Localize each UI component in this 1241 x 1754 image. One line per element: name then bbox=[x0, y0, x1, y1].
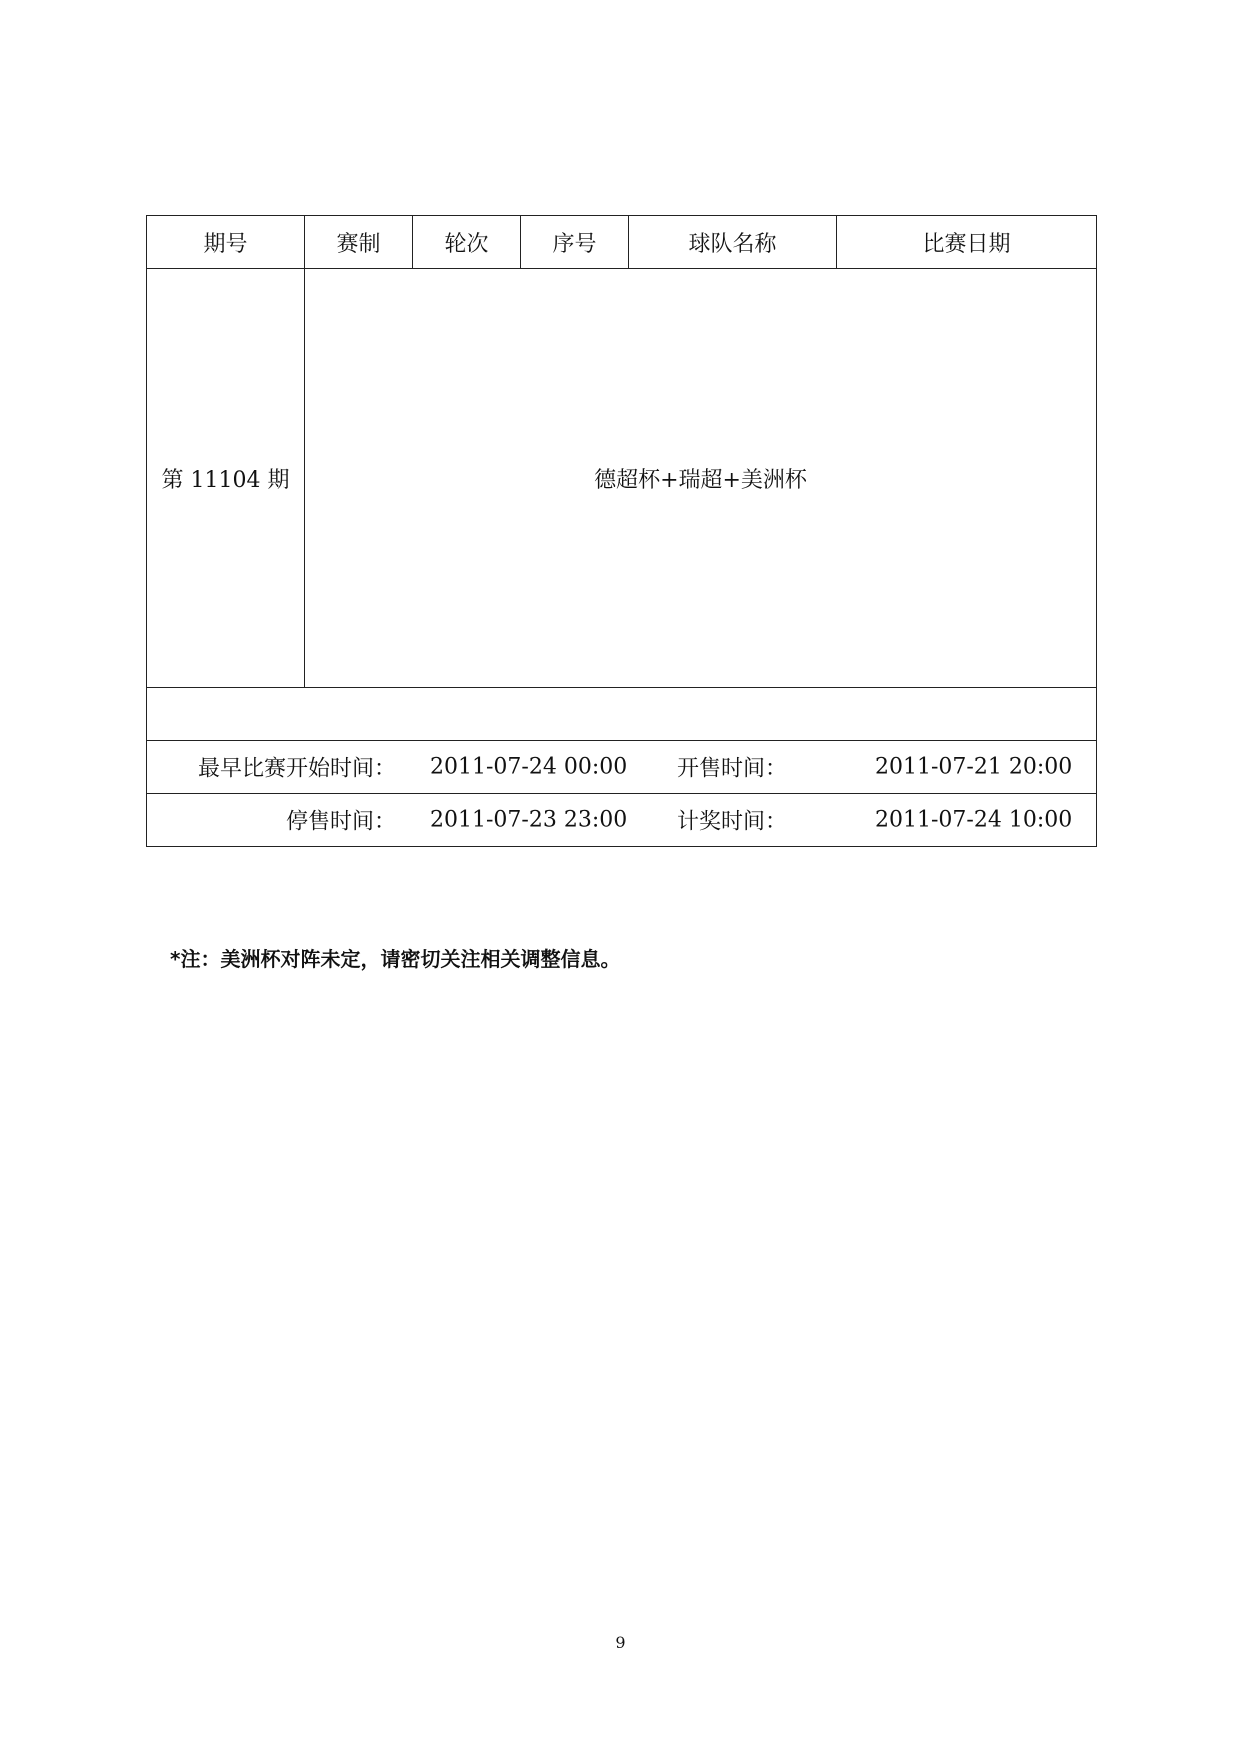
header-match-date: 比赛日期 bbox=[837, 216, 1097, 269]
table-row bbox=[147, 269, 1097, 688]
sale-stop-value: 2011-07-23 23:00 bbox=[430, 807, 628, 833]
time-cell bbox=[147, 741, 1097, 794]
header-round: 轮次 bbox=[413, 216, 521, 269]
sale-start-value: 2011-07-21 20:00 bbox=[875, 754, 1073, 780]
time-cell bbox=[147, 794, 1097, 847]
sale-start-label: 开售时间： bbox=[677, 756, 788, 782]
footnote: *注：美洲杯对阵未定，请密切关注相关调整信息。 bbox=[170, 947, 621, 971]
header-format: 赛制 bbox=[305, 216, 413, 269]
time-row-start bbox=[147, 741, 1097, 794]
blank-cell bbox=[147, 688, 1097, 741]
time-row-stop bbox=[147, 794, 1097, 847]
blank-row bbox=[147, 688, 1097, 741]
draw-label: 计奖时间： bbox=[677, 809, 788, 835]
earliest-start-value: 2011-07-24 00:00 bbox=[430, 754, 628, 780]
schedule-table bbox=[146, 215, 1097, 847]
header-issue: 期号 bbox=[147, 216, 305, 269]
sale-stop-label: 停售时间： bbox=[285, 809, 396, 835]
page-number: 9 bbox=[615, 1633, 626, 1652]
header-team-name: 球队名称 bbox=[629, 216, 837, 269]
competitions-cell: 德超杯+瑞超+美洲杯 bbox=[305, 269, 1097, 688]
issue-cell: 第 11104 期 bbox=[147, 269, 305, 688]
table-header-row bbox=[147, 216, 1097, 269]
header-sequence: 序号 bbox=[521, 216, 629, 269]
draw-value: 2011-07-24 10:00 bbox=[875, 807, 1073, 833]
earliest-start-label: 最早比赛开始时间： bbox=[197, 756, 396, 782]
